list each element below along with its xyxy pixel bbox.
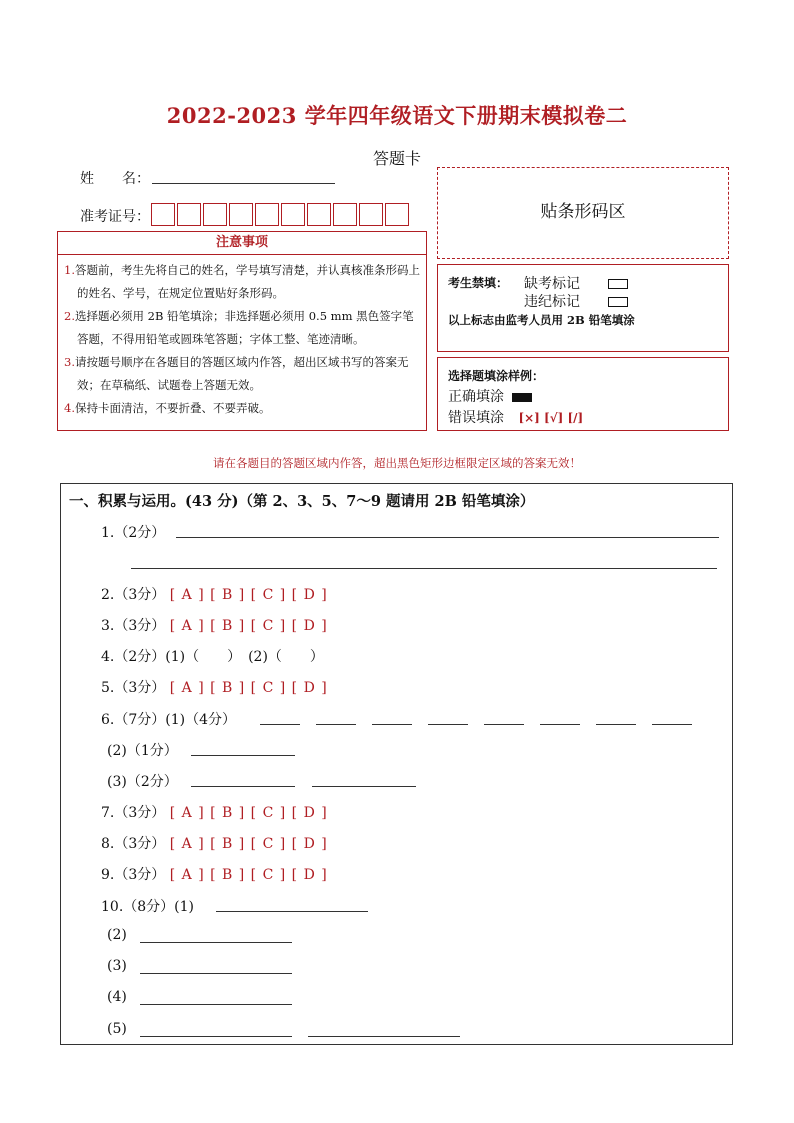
filled-mark-icon [512, 393, 532, 402]
choice-options[interactable]: [ A ] [ B ] [ C ] [ D ] [169, 680, 328, 696]
choice-options[interactable]: [ A ] [ B ] [ C ] [ D ] [169, 618, 328, 634]
wrong-marks: [×] [√] [/] [518, 411, 584, 425]
violation-mark-box[interactable] [608, 297, 628, 307]
exam-id-boxes[interactable] [151, 203, 411, 226]
choice-options[interactable]: [ A ] [ B ] [ C ] [ D ] [169, 836, 328, 852]
wrong-fill-row [448, 407, 583, 427]
section-heading: 一、积累与运用。(43 分)（第 2、3、5、7～9 题请用 2B 铅笔填涂） [69, 493, 535, 510]
fill-sample-panel [437, 357, 729, 431]
correct-fill-label: 正确填涂 [448, 389, 504, 405]
q10-2-blank[interactable] [140, 942, 292, 943]
proctor-note: 以上标志由监考人员用 2B 铅笔填涂 [448, 313, 635, 327]
choice-options[interactable]: [ A ] [ B ] [ C ] [ D ] [169, 587, 328, 603]
correct-fill-row [448, 386, 532, 406]
exam-id-cell[interactable] [177, 203, 201, 226]
answer-section [60, 483, 733, 1045]
barcode-area: 贴条形码区 [437, 167, 729, 259]
question-10-3: (3) [107, 958, 127, 974]
exam-id-cell[interactable] [281, 203, 305, 226]
q10-1-blank[interactable] [216, 911, 368, 912]
exam-id-cell[interactable] [255, 203, 279, 226]
question-10-5: (5) [107, 1021, 127, 1037]
q6-blank[interactable] [596, 724, 636, 725]
violation-label: 违纪标记 [524, 294, 580, 310]
question-10: 10.（8分）(1) [101, 899, 195, 915]
answer-area-warning: 请在各题目的答题区域内作答，超出黑色矩形边框限定区域的答案无效！ [213, 456, 581, 470]
notice-item: 4.保持卡面清洁，不要折叠、不要弄破。 [64, 401, 271, 415]
q6-blank[interactable] [540, 724, 580, 725]
absent-mark-row [524, 273, 628, 293]
notice-item: 3.请按题号顺序在各题目的答题区域内作答，超出区域书写的答案无效；在草稿纸、试题卷上答题无效。 [64, 355, 409, 392]
question-3: 3.（3分） [ A ] [ B ] [ C ] [ D ] [101, 618, 328, 634]
question-6: 6.（7分）(1)（4分） [101, 712, 237, 728]
q6-blank[interactable] [316, 724, 356, 725]
q10-5-blank[interactable] [308, 1036, 460, 1037]
proctor-label: 考生禁填： [448, 276, 509, 290]
q6-2-blank[interactable] [191, 755, 295, 756]
exam-id-cell[interactable] [359, 203, 383, 226]
notice-item: 1.答题前，考生先将自己的姓名，学号填写清楚，并认真核准条形码上的姓名、学号，在规定位置贴好条形码。 [64, 263, 420, 300]
exam-id-cell[interactable] [307, 203, 331, 226]
q6-blank[interactable] [372, 724, 412, 725]
violation-mark-row [524, 291, 628, 311]
exam-id-cell[interactable] [229, 203, 253, 226]
notice-panel [57, 231, 427, 431]
choice-options[interactable]: [ A ] [ B ] [ C ] [ D ] [169, 867, 328, 883]
question-2: 2.（3分） [ A ] [ B ] [ C ] [ D ] [101, 587, 328, 603]
q6-blank[interactable] [652, 724, 692, 725]
proctor-panel [437, 264, 729, 352]
question-7: 7.（3分） [ A ] [ B ] [ C ] [ D ] [101, 805, 328, 821]
exam-id-cell[interactable] [333, 203, 357, 226]
choice-options[interactable]: [ A ] [ B ] [ C ] [ D ] [169, 805, 328, 821]
question-6-3: (3)（2分） [107, 774, 178, 790]
q6-blank[interactable] [260, 724, 300, 725]
q10-3-blank[interactable] [140, 973, 292, 974]
q10-5-blank[interactable] [140, 1036, 292, 1037]
notice-item: 2.选择题必须用 2B 铅笔填涂；非选择题必须用 0.5 mm 黑色签字笔答题，不得用铅笔或圆珠笔答题；字体工整、笔迹清晰。 [64, 309, 414, 346]
question-6-2: (2)（1分） [107, 743, 178, 759]
question-1: 1.（2分） [101, 525, 166, 541]
absent-mark-box[interactable] [608, 279, 628, 289]
q6-blank[interactable] [428, 724, 468, 725]
absent-label: 缺考标记 [524, 276, 580, 292]
name-label: 姓 名： [80, 171, 150, 187]
name-field[interactable] [152, 183, 335, 184]
question-4[interactable]: 4.（2分）(1)（ ） (2)（ ） [101, 649, 324, 665]
q6-3-blank[interactable] [191, 786, 295, 787]
exam-id-cell[interactable] [151, 203, 175, 226]
notice-heading: 注意事项 [58, 232, 426, 255]
q1-answer-line[interactable] [131, 568, 717, 569]
question-5: 5.（3分） [ A ] [ B ] [ C ] [ D ] [101, 680, 328, 696]
page-title: 2022-2023 学年四年级语文下册期末模拟卷二 [166, 103, 628, 128]
question-10-4: (4) [107, 989, 127, 1005]
exam-id-label: 准考证号： [80, 209, 150, 225]
question-8: 8.（3分） [ A ] [ B ] [ C ] [ D ] [101, 836, 328, 852]
question-10-2: (2) [107, 927, 127, 943]
q6-3-blank[interactable] [312, 786, 416, 787]
q6-blank[interactable] [484, 724, 524, 725]
fill-sample-heading: 选择题填涂样例： [448, 369, 545, 383]
question-9: 9.（3分） [ A ] [ B ] [ C ] [ D ] [101, 867, 328, 883]
q1-answer-line[interactable] [176, 537, 719, 538]
exam-id-cell[interactable] [203, 203, 227, 226]
wrong-fill-label: 错误填涂 [448, 410, 504, 426]
page-subtitle: 答题卡 [372, 149, 421, 168]
exam-id-cell[interactable] [385, 203, 409, 226]
q10-4-blank[interactable] [140, 1004, 292, 1005]
